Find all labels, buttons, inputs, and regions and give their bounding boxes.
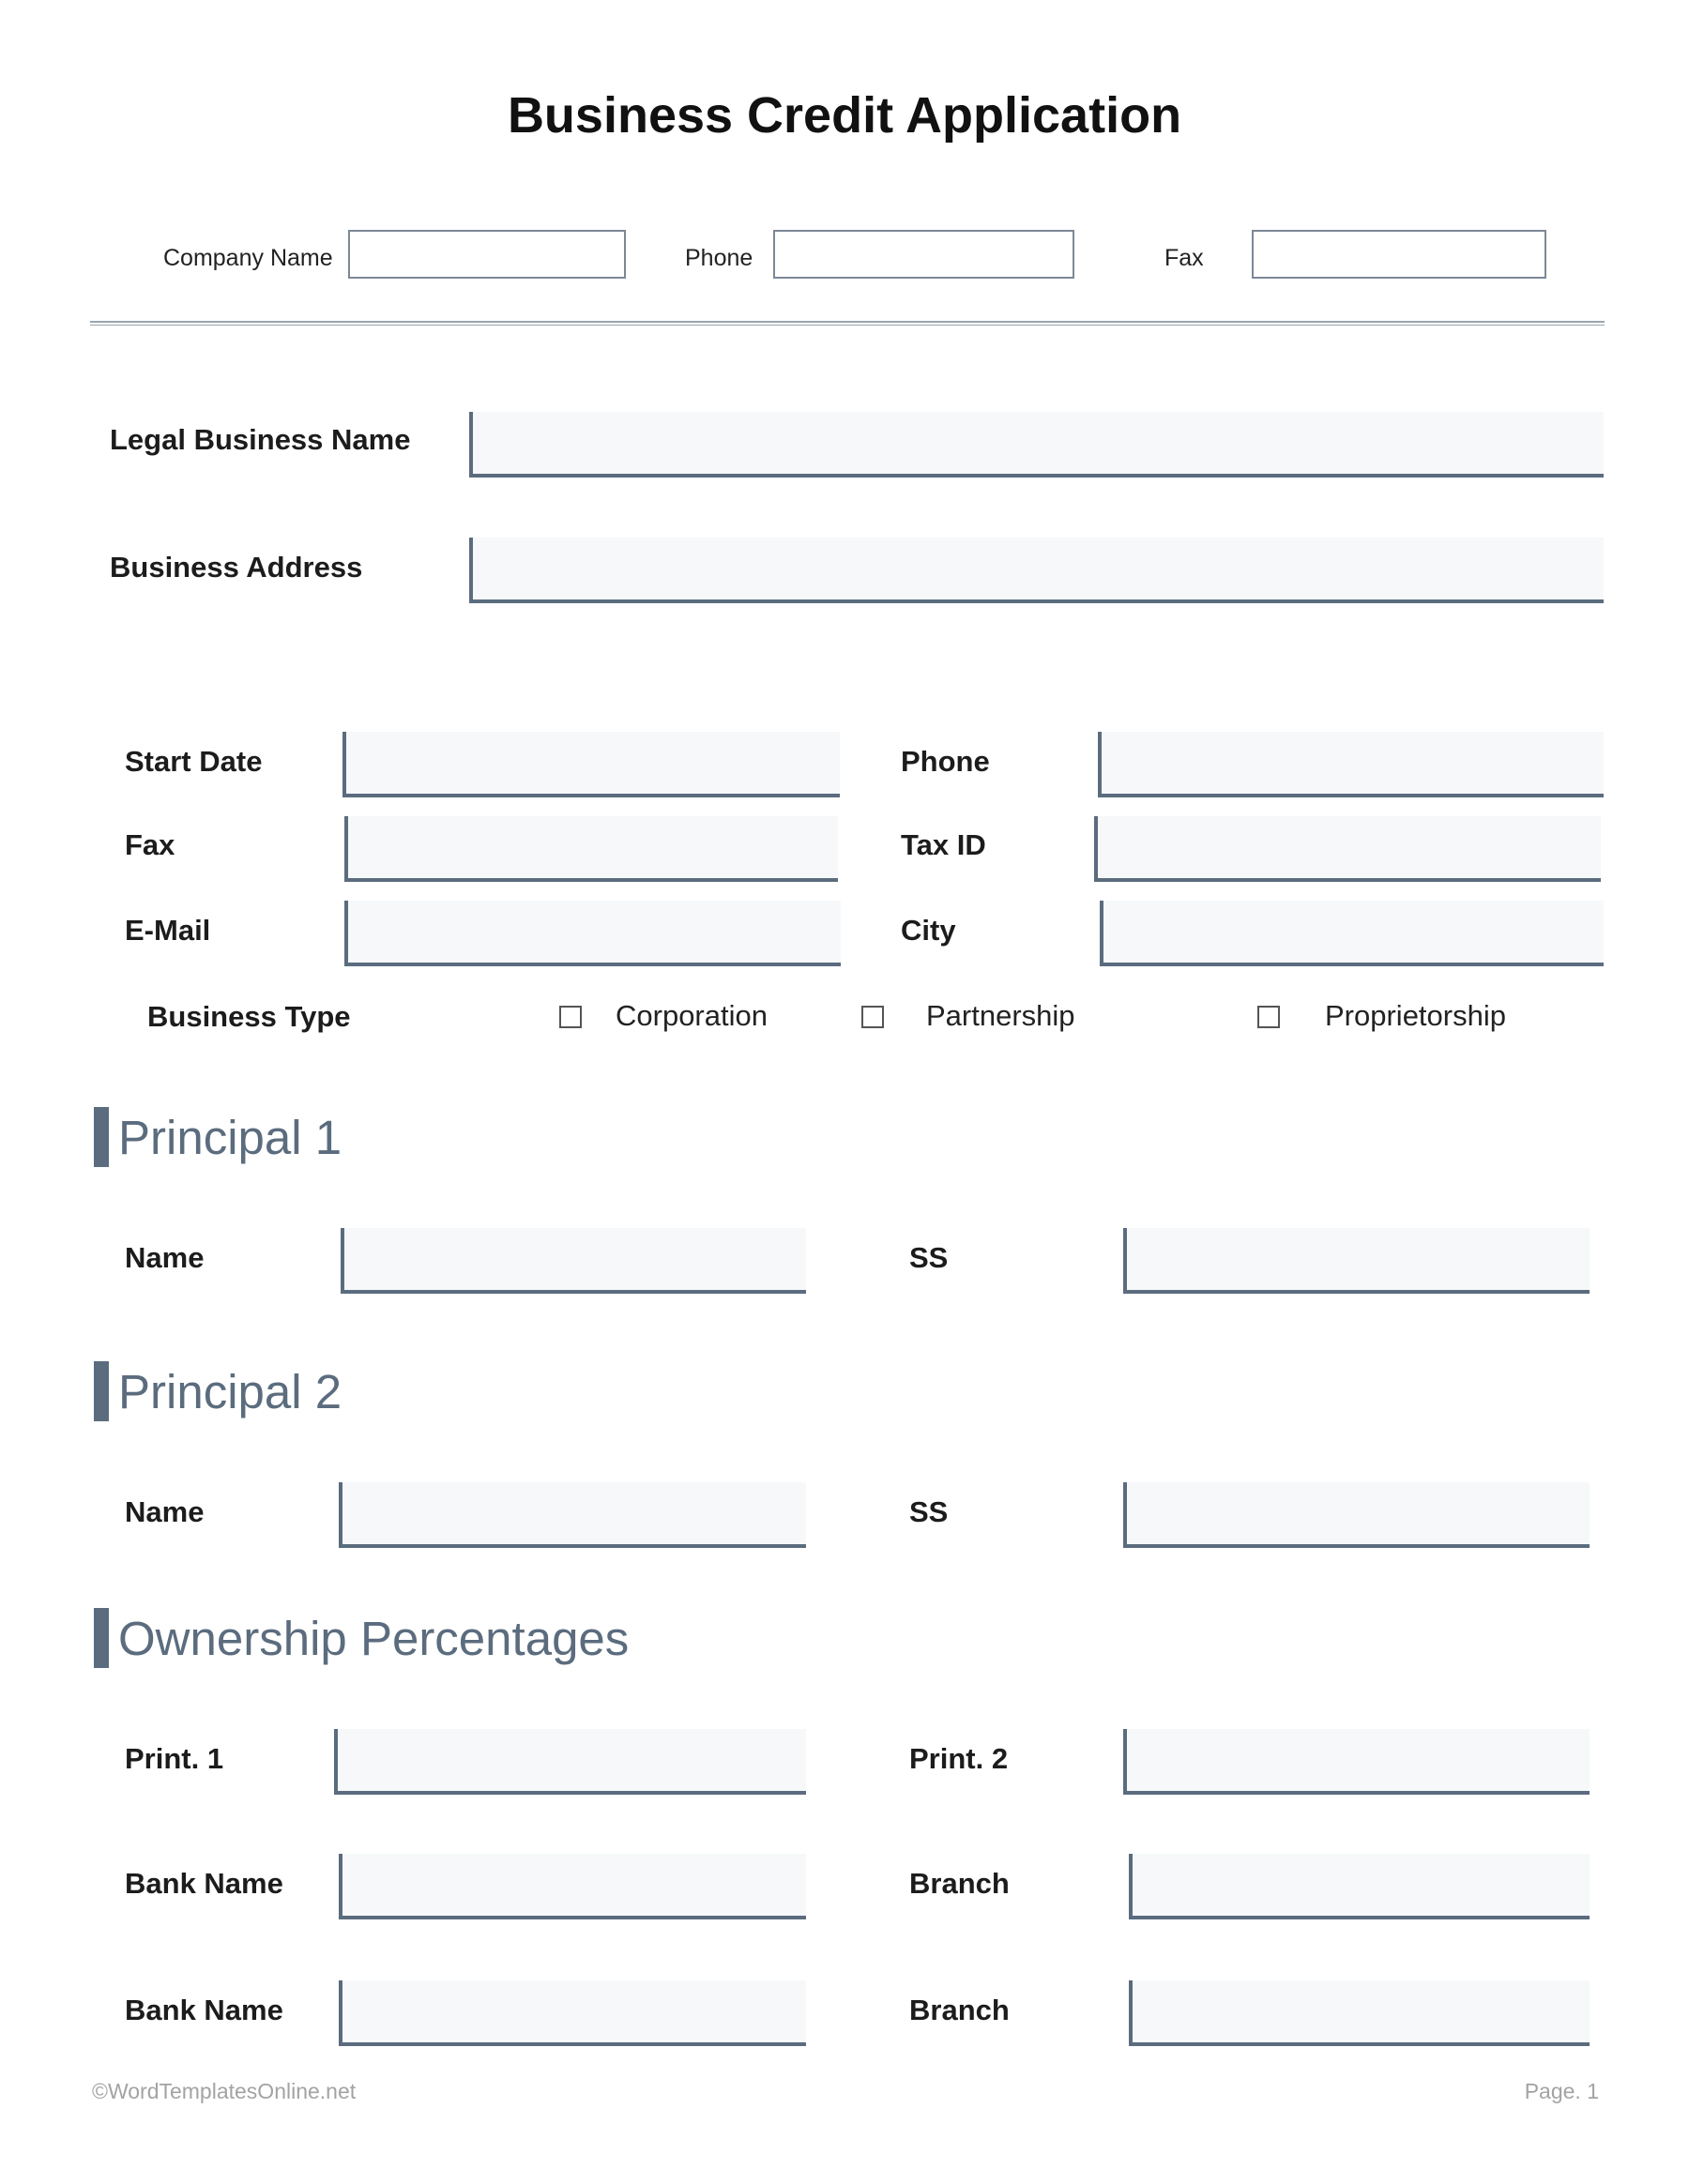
principal-1-name-label: Name — [125, 1241, 205, 1274]
principal-1-heading-text: Principal 1 — [118, 1110, 342, 1164]
legal-business-name-label: Legal Business Name — [110, 423, 411, 456]
print-1-field[interactable] — [334, 1729, 806, 1795]
company-name-input[interactable] — [348, 230, 626, 279]
branch-2-label: Branch — [909, 1994, 1010, 2026]
principal-1-ss-field[interactable] — [1123, 1228, 1590, 1294]
print-2-label: Print. 2 — [909, 1742, 1009, 1775]
principal-2-name-field[interactable] — [339, 1482, 806, 1548]
bank-name-2-label: Bank Name — [125, 1994, 283, 2026]
start-date-label: Start Date — [125, 745, 263, 778]
fax-label: Fax — [125, 828, 175, 861]
principal-2-ss-field[interactable] — [1123, 1482, 1590, 1548]
email-field[interactable] — [344, 901, 841, 966]
branch-1-label: Branch — [909, 1867, 1010, 1900]
ownership-percentages-heading — [94, 1608, 629, 1668]
bank-name-1-field[interactable] — [339, 1854, 806, 1919]
tax-id-field[interactable] — [1094, 816, 1601, 882]
principal-2-ss-label: SS — [909, 1495, 949, 1528]
city-label: City — [901, 914, 956, 947]
branch-1-field[interactable] — [1129, 1854, 1590, 1919]
phone-label: Phone — [901, 745, 990, 778]
tax-id-label: Tax ID — [901, 828, 986, 861]
principal-2-name-label: Name — [125, 1495, 205, 1528]
print-1-label: Print. 1 — [125, 1742, 224, 1775]
corporation-option-label: Corporation — [616, 999, 768, 1032]
proprietorship-option-label: Proprietorship — [1325, 999, 1506, 1032]
section-accent-bar — [94, 1361, 109, 1421]
bank-name-2-field[interactable] — [339, 1980, 806, 2046]
header-divider — [90, 321, 1605, 326]
ownership-percentages-heading-text: Ownership Percentages — [118, 1611, 630, 1665]
fax-field[interactable] — [344, 816, 838, 882]
business-type-label: Business Type — [147, 1000, 351, 1033]
principal-1-ss-label: SS — [909, 1241, 949, 1274]
phone-field[interactable] — [1098, 732, 1604, 797]
section-accent-bar — [94, 1107, 109, 1167]
partnership-checkbox[interactable] — [861, 1006, 884, 1028]
copyright-footer: ©WordTemplatesOnline.net — [92, 2079, 357, 2103]
header-phone-label: Phone — [685, 245, 753, 271]
section-accent-bar — [94, 1608, 109, 1668]
page-number: Page. 1 — [1524, 2079, 1599, 2103]
start-date-field[interactable] — [342, 732, 840, 797]
business-address-field[interactable] — [469, 538, 1604, 603]
branch-2-field[interactable] — [1129, 1980, 1590, 2046]
city-field[interactable] — [1100, 901, 1604, 966]
corporation-checkbox[interactable] — [559, 1006, 582, 1028]
principal-2-heading — [94, 1361, 342, 1421]
principal-2-heading-text: Principal 2 — [118, 1364, 342, 1418]
partnership-option-label: Partnership — [926, 999, 1075, 1032]
page-title: Business Credit Application — [507, 87, 1182, 144]
header-phone-input[interactable] — [773, 230, 1074, 279]
legal-business-name-field[interactable] — [469, 412, 1604, 478]
proprietorship-checkbox[interactable] — [1257, 1006, 1280, 1028]
email-label: E-Mail — [125, 914, 211, 947]
principal-1-name-field[interactable] — [341, 1228, 806, 1294]
bank-name-1-label: Bank Name — [125, 1867, 283, 1900]
header-fax-label: Fax — [1164, 245, 1204, 271]
print-2-field[interactable] — [1123, 1729, 1590, 1795]
company-name-label: Company Name — [163, 245, 333, 271]
principal-1-heading — [94, 1107, 342, 1167]
business-address-label: Business Address — [110, 551, 363, 584]
header-fax-input[interactable] — [1252, 230, 1546, 279]
